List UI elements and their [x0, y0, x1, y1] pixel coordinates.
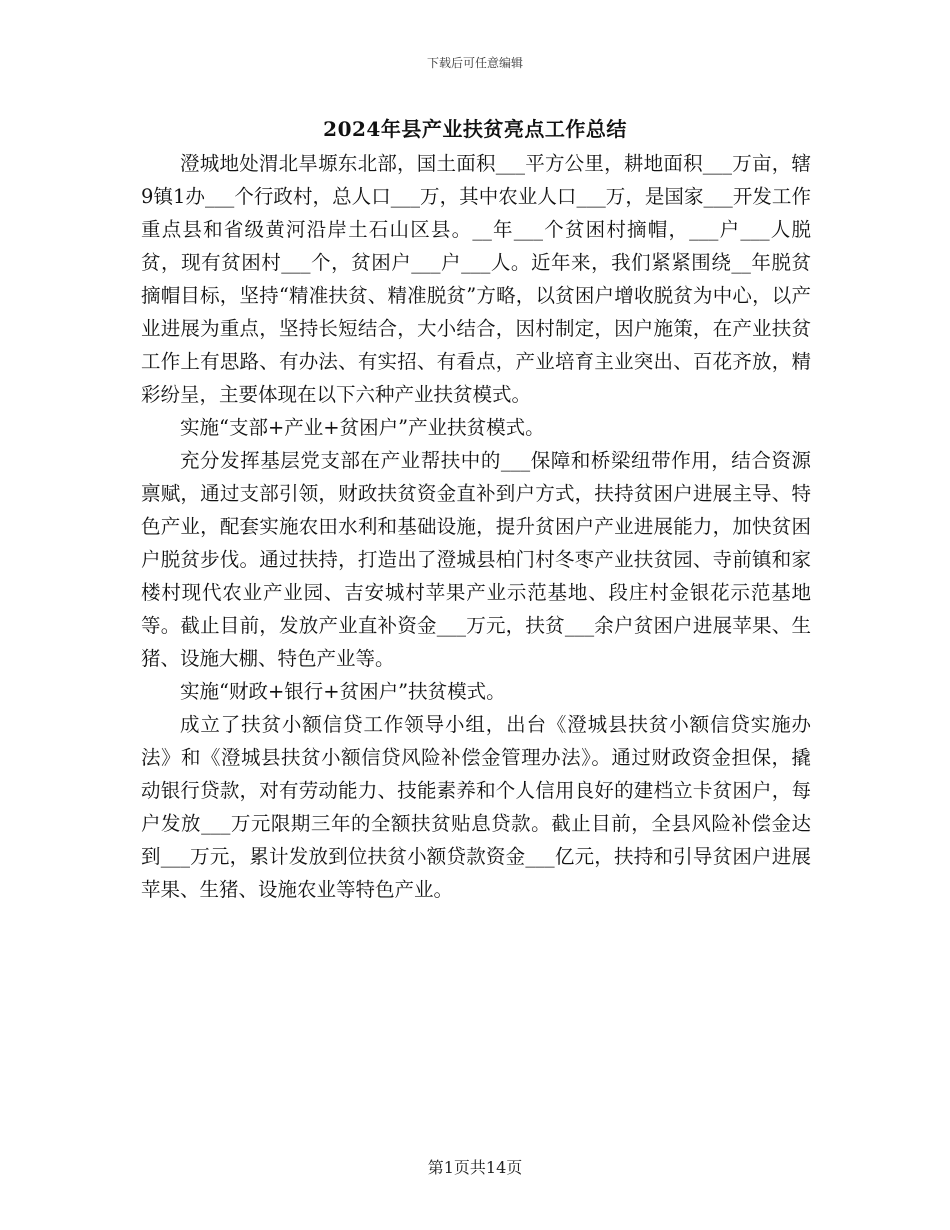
page-number: 第1页共14页	[427, 1158, 523, 1177]
paragraph-section-1: 充分发挥基层党支部在产业帮扶中的___保障和桥梁纽带作用，结合资源禀赋，通过支部引领，财政扶贫资金直补到户方式，扶持贫困户进展主导、特色产业，配套实施农田水利和基础设施，提升贫困户产业进展能力，加快贫困户脱贫步伐。通过扶持，打造出了澄城县柏门村冬枣产业扶贫园、寺前镇和家楼村现代农业产业园、吉安城村苹果产业示范基地、段庄村金银花示范基地等。截止目前，发放产业直补资金___万元，扶贫___余户贫困户进展苹果、生猪、设施大棚、特色产业等。	[141, 449, 811, 670]
document-body	[141, 147, 811, 906]
section-heading-2: 实施“财政+银行+贫困户”扶贫模式。	[180, 680, 506, 703]
paragraph-intro: 澄城地处渭北旱塬东北部，国土面积___平方公里，耕地面积___万亩，辖9镇1办___个行政村，总人口___万，其中农业人口___万，是国家___开发工作重点县和省级黄河沿岸土石山区县。__年___个贫困村摘帽，___户___人脱贫，现有贫困村___个，贫困户___户___人。近年来，我们紧紧围绕__年脱贫摘帽目标，坚持“精准扶贫、精准脱贫”方略，以贫困户增收脱贫为中心，以产业进展为重点，坚持长短结合，大小结合，因村制定，因户施策，在产业扶贫工作上有思路、有办法、有实招、有看点，产业培育主业突出、百花齐放，精彩纷呈，主要体现在以下六种产业扶贫模式。	[141, 152, 811, 406]
section-heading-1: 实施“支部+产业+贫困户”产业扶贫模式。	[180, 416, 545, 439]
document-title: 2024年县产业扶贫亮点工作总结	[323, 117, 627, 141]
header-note: 下载后可任意编辑	[426, 56, 523, 70]
paragraph-section-2: 成立了扶贫小额信贷工作领导小组，出台《澄城县扶贫小额信贷实施办法》和《澄城县扶贫小额信贷风险补偿金管理办法》。通过财政资金担保，撬动银行贷款，对有劳动能力、技能素养和个人信用良好的建档立卡贫困户，每户发放___万元限期三年的全额扶贫贴息贷款。截止目前，全县风险补偿金达到___万元，累计发放到位扶贫小额贷款资金___亿元，扶持和引导贫困户进展苹果、生猪、设施农业等特色产业。	[141, 713, 811, 901]
